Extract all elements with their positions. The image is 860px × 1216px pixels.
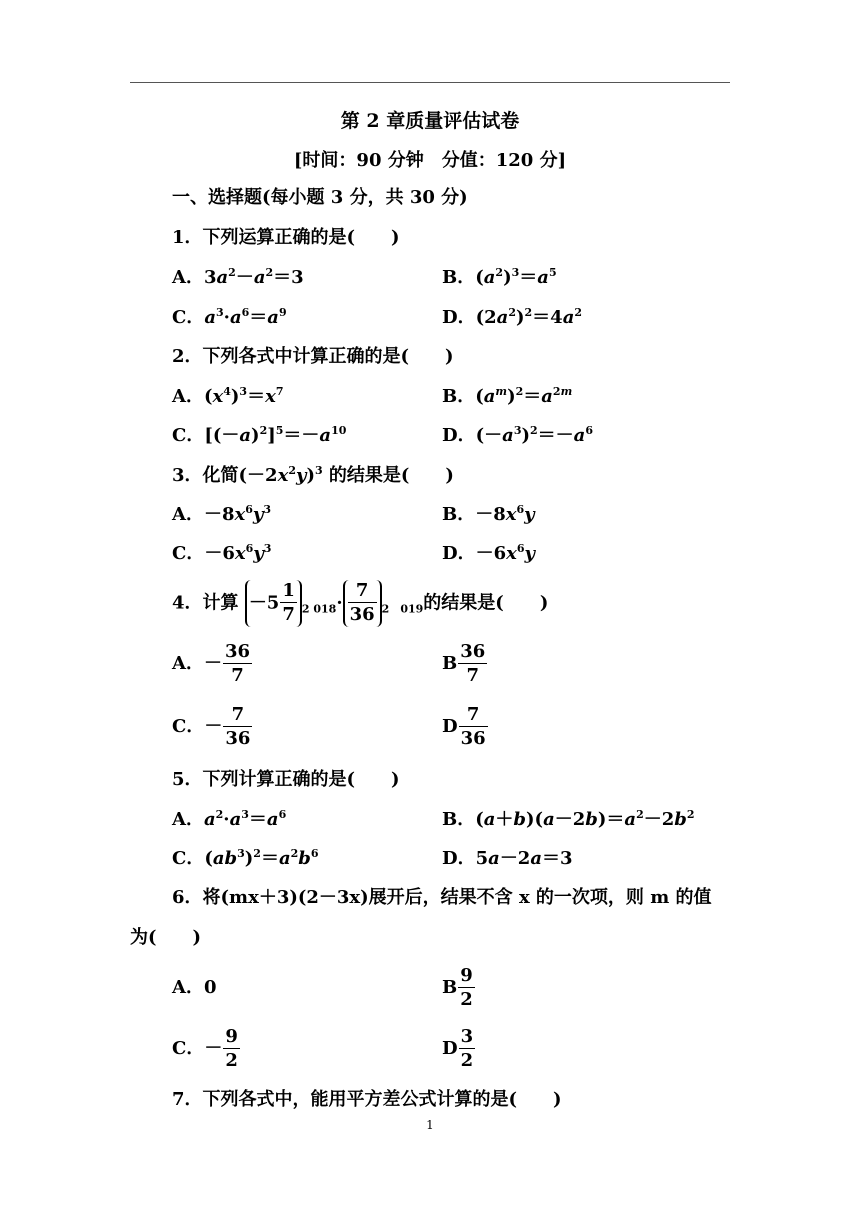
option-label: A． [172, 267, 204, 288]
option-label: D [442, 716, 458, 737]
option-label: D． [442, 543, 476, 564]
option-label: A． [172, 504, 204, 525]
q6-option-b: B $\frac{9}{2}$ [442, 964, 473, 1010]
question-6-stem-line2: 为( ) [130, 927, 202, 948]
question-4-stem: 4．计算 －5 $\frac{1}{7}$ $_{2 018}$· $\frac{7}{36}$ $_{2 019}$的结果是( ) [172, 580, 549, 625]
option-label: D [442, 1038, 458, 1059]
question-7-stem: 7．下列各式中，能用平方差公式计算的是( ) [172, 1089, 562, 1110]
option-label: C． [172, 307, 205, 328]
option-label: D． [442, 848, 476, 869]
question-5-stem: 5．下列计算正确的是( ) [172, 769, 400, 790]
option-label: B． [442, 504, 476, 525]
question-6-stem-line1: 6．将(mx＋3)(2－3x)展开后，结果不含 x 的一次项，则 m 的值 [172, 887, 712, 908]
q1-option-a: A．$3a^2-a^2=3$ [172, 266, 304, 288]
bracket-expression-1: －5 $\frac{1}{7}$ [245, 580, 302, 627]
q6-option-a: A．0 [172, 977, 217, 998]
option-label: A． [172, 386, 204, 407]
option-label: B [442, 653, 458, 674]
q5-option-b: B．$(a+b)(a-2b)=a^2-2b^2$ [442, 808, 695, 830]
q1-option-b: B．$(a^2)^3=a^5$ [442, 266, 557, 288]
option-label: C． [172, 543, 205, 564]
q5-option-a: A．$a^2\cdot a^3=a^6$ [172, 808, 287, 830]
page-number: 1 [426, 1118, 434, 1132]
option-label: A． [172, 653, 204, 674]
question-1-stem: 1．下列运算正确的是( ) [172, 227, 400, 248]
q3-option-d: D．$-6x^6y$ [442, 542, 535, 564]
question-2-stem: 2．下列各式中计算正确的是( ) [172, 346, 454, 367]
q1-option-c: C．$a^3\cdot a^6=a^9$ [172, 306, 287, 328]
q4-option-a: A．－ $\frac{36}{7}$ [172, 640, 251, 686]
q4-option-c: C．－ $\frac{7}{36}$ [172, 703, 251, 749]
page-title: 第 2 章质量评估试卷 [340, 110, 520, 132]
q2-option-a: A．$(x^4)^3=x^7$ [172, 385, 284, 407]
q5-option-c: C．$(ab^3)^2=a^2b^6$ [172, 847, 319, 869]
q5-option-d: D．5a－2a＝3 [442, 848, 573, 869]
q1-option-d: D．$(2a^2)^2=4a^2$ [442, 306, 583, 328]
q2-option-c: C．$[(-a)^2]^5=-a^{10}$ [172, 424, 347, 446]
option-label: C． [172, 425, 205, 446]
q2-option-b: B．$(a^m)^2=a^{2m}$ [442, 385, 573, 407]
section-heading: 一、选择题(每小题 3 分，共 30 分) [172, 187, 468, 208]
option-label: B [442, 977, 458, 998]
q4-option-b: B $\frac{36}{7}$ [442, 640, 486, 686]
option-label: B． [442, 267, 476, 288]
header-rule [130, 82, 730, 83]
question-3-stem: 3．化简$(-2x^2y)^3$ 的结果是( ) [172, 464, 454, 486]
option-label: C． [172, 848, 205, 869]
option-label: B． [442, 386, 476, 407]
option-label: A． [172, 809, 204, 830]
q4-option-d: D $\frac{7}{36}$ [442, 703, 486, 749]
bracket-expression-2: $\frac{7}{36}$ [343, 580, 382, 627]
q3-option-b: B．$-8x^6y$ [442, 503, 535, 525]
option-label: B． [442, 809, 476, 830]
page-subtitle: [时间：90 分钟 分值：120 分] [293, 150, 567, 171]
option-label: D． [442, 425, 476, 446]
q3-option-c: C．$-6x^6y^3$ [172, 542, 272, 564]
option-label: D． [442, 307, 476, 328]
option-label: C． [172, 1038, 205, 1059]
q3-option-a: A．$-8x^6y^3$ [172, 503, 272, 525]
q2-option-d: D．$(-a^3)^2=-a^6$ [442, 424, 593, 446]
q6-option-c: C．－ $\frac{9}{2}$ [172, 1025, 238, 1071]
q6-option-d: D $\frac{3}{2}$ [442, 1025, 474, 1071]
option-label: A． [172, 977, 204, 998]
option-label: C． [172, 716, 205, 737]
